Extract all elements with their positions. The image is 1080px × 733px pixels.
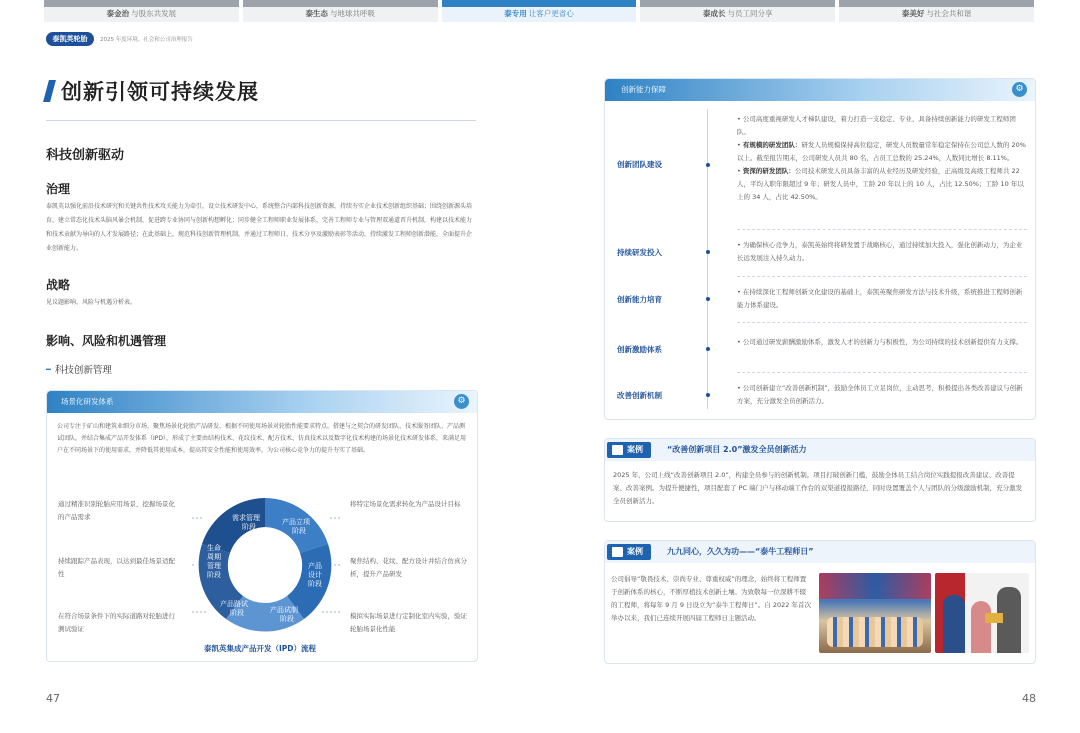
ipd-caption: 泰凯英集成产品开发（IPD）流程	[204, 644, 317, 653]
support-row-text: • 公司通过研发薪酬激励体系，激发人才的创新力与积极性，为公司持续的技术创新提供有力支撑。	[737, 338, 1023, 346]
timeline-dot	[706, 297, 710, 301]
support-row	[605, 109, 1035, 227]
bullet-item: • 资深的研发团队：公司技术研发人员具备丰富的从业经历及研发经验，正高级及高级工程师共 22 人，平均入职年限超过 9 年；研发人员中，工龄 20 年以上的 10 人，占比 12.50%；工龄 10 年以上的 34 人，占比 42.50%。	[737, 167, 1024, 201]
case-text: 2025 年，公司上线“改善创新项目 2.0”，构建全员参与的创新机制。项目打破创新门槛，鼓励全体员工结合岗位实践提报改善建议、改善提案、改善案例。为提升便捷性，项目配套了 PC 端门户与移动端工作台的双渠道提报路径，同时设置覆盖个人与团队的分级激励机制，充分激发全员创新活力。	[613, 471, 1023, 505]
support-row-label: 创新激励体系	[617, 345, 662, 354]
bullet-item: • 公司高度重视研发人才梯队建设，着力打造一支稳定、专业、具备持续创新能力的研发工程师团队。	[737, 115, 1016, 136]
case-header	[605, 439, 1035, 461]
scenario-note-left-1: 通过精准识别轮胎应用场景，挖掘场景化的产品需求	[58, 500, 175, 521]
scenario-note-right-3: 模拟实际场景进行定制化室内实验，验证轮胎场景化性能	[350, 612, 467, 633]
support-row	[605, 324, 1035, 370]
cycle-stage-label: 产品路试阶段	[220, 600, 248, 617]
case-box-2	[604, 540, 1036, 664]
innovation-support-box	[604, 78, 1036, 420]
tab-taijinzhi[interactable]: 泰金治 与股东共发展	[44, 0, 239, 22]
chapter-title-wrap	[46, 76, 259, 106]
section-heading: 科技创新驱动	[46, 148, 125, 163]
scenario-text: 公司专注于矿山和建筑业细分市场，聚焦场景化轮胎产品研发，根据不同使用场景对轮胎性能要求特点，搭建与之契合的研发团队、技术服务团队、产品测试团队，并结合集成产品开发体系（IPD），形成了主要由结构技术、花纹技术、配方技术、仿真技术以及数字化技术构建的场景化技术研发体系，来满足用户在不同场景下的使用需求，并降低其使用成本，提高其安全性能和使用效率，为公司核心竞争力的提升夯实了基础。	[57, 423, 467, 454]
support-row-text: • 在持续深化工程师创新文化建设的基础上，泰凯英聚焦研发方法与技术升级，系统推进工程师创新能力体系建设。	[737, 288, 1023, 309]
chapter-title: 创新引领可持续发展	[61, 80, 259, 104]
title-accent-bar	[43, 80, 56, 102]
row-divider	[737, 276, 1027, 277]
title-divider	[46, 120, 476, 121]
tab-taichengzhang[interactable]: 泰成长 与员工同分享	[640, 0, 835, 22]
event-photo-award	[935, 573, 1029, 653]
case-header	[605, 541, 1035, 563]
photo-banner	[819, 573, 931, 599]
row-divider	[737, 322, 1027, 323]
report-title: 2025 年度环境、社会和公司治理报告	[100, 37, 193, 43]
photo-person	[943, 595, 965, 653]
page-number-left: 47	[46, 692, 60, 705]
dash-icon: ━	[46, 364, 51, 374]
row-divider	[737, 372, 1027, 373]
case-title: 九九同心，久久为功——“泰牛工程师日”	[667, 547, 814, 556]
case-tag: 案例	[607, 442, 651, 458]
support-row	[605, 374, 1035, 416]
company-logo: 泰凯英轮胎	[46, 32, 94, 46]
strategy-heading: 战略	[46, 278, 71, 292]
strategy-text: 见议题影响、风险与机遇分析表。	[46, 299, 137, 306]
photo-person	[971, 601, 991, 653]
cycle-center-label: 生命周期管理阶段	[207, 544, 221, 579]
gear-icon: ⚙	[1012, 82, 1027, 97]
innovation-support-header: 创新能力保障 ⚙	[605, 79, 1035, 101]
row-divider	[737, 229, 1027, 230]
cycle-hub	[229, 529, 301, 601]
case-text: 公司倡导“敬畏技术、崇尚专业、尊重权威”的理念，始终将工程师置于创新体系的核心，不断厚植技术创新土壤。为致敬每一位深耕不辍的工程师，将每年 9 月 9 日设立为“泰牛工程师日”。自 2022 年首次举办以来，我们已连续开展四届工程师日主题活动。	[611, 575, 811, 622]
tab-taizhuanyong[interactable]: 泰专用 让客户更省心	[442, 0, 637, 22]
scenario-box-header: 场景化研发体系 ⚙	[47, 391, 477, 413]
cycle-stage-label: 产品试制阶段	[270, 606, 298, 623]
gear-icon: ⚙	[454, 394, 469, 409]
cycle-stage-label: 产品设计阶段	[308, 562, 322, 588]
tab-taishengtai[interactable]: 泰生态 与地球共呼吸	[243, 0, 438, 22]
governance-text: 泰凯英以强化前沿技术研究和关键共性技术攻关能力为牵引，设立技术研发中心，系统整合内部科技创新资源，持续夯实企业技术创新组织基础；围绕创新源头培育，建立常态化技术头脑风暴会机制，促进跨专业协同与创新构想孵化；同步健全工程师职业发展体系，完善工程师专业与管理双通道晋升机制，构建以技术能力和技术贡献为导向的人才发展路径；在此基础上，规范科技创新管理机制，并通过工程师日、技术分享及激励表彰等活动，持续激发工程师创新潜能，全面提升企业创新能力。	[46, 203, 473, 252]
support-row-text	[737, 113, 1027, 204]
cycle-stage-label: 产品立项阶段	[282, 518, 310, 535]
timeline-dot	[706, 250, 710, 254]
support-row-text: • 公司创新建立“改善创新机制”，鼓励全体员工立足岗位，主动思考，积极提出各类改善建议与创新方案，充分激发全员创新活力。	[737, 384, 1023, 405]
photo-award	[985, 613, 1003, 623]
event-photo-group	[819, 573, 931, 653]
support-row	[605, 278, 1035, 324]
support-row-text: • 为确保核心竞争力，泰凯英始终将研发置于战略核心，通过持续加大投入，强化创新动力，为企业长远发展注入持久动力。	[737, 241, 1023, 262]
ipd-cycle-diagram	[190, 490, 340, 640]
page-number-right: 48	[1022, 692, 1036, 705]
photo-crowd	[827, 617, 923, 647]
support-row-label: 改善创新机制	[617, 391, 662, 400]
cycle-stage-label: 需求管理阶段	[232, 514, 260, 531]
right-page	[540, 0, 1080, 733]
timeline-dot	[706, 347, 710, 351]
support-row-label: 持续研发投入	[617, 248, 662, 257]
support-row-label: 创新能力培育	[617, 295, 662, 304]
case-box-1	[604, 438, 1036, 522]
support-row-label: 创新团队建设	[617, 160, 662, 169]
scenario-note-right-1: 将特定场景化需求转化为产品设计目标	[350, 500, 461, 508]
impact-heading: 影响、风险和机遇管理	[46, 334, 167, 348]
scenario-note-left-2: 持续跟踪产品表现，以达到最佳场景适配性	[58, 557, 175, 578]
case-tag: 案例	[607, 544, 651, 560]
subsection-heading: ━ 科技创新管理	[46, 364, 112, 376]
bullet-item: • 有规模的研发团队：研发人员规模保持高位稳定，研发人员数量常年稳定保持在公司总人数的 20% 以上。截至报告期末，公司研发人员共 80 名，占员工总数的 25.24%，人数同比增长 8.11%。	[737, 141, 1026, 162]
governance-heading: 治理	[46, 182, 71, 196]
scenario-note-left-3: 在符合场景条件下的实际道路对轮胎进行测试验证	[58, 612, 175, 633]
support-row	[605, 231, 1035, 277]
case-title: “改善创新项目 2.0”激发全员创新活力	[667, 445, 807, 454]
brand-bar	[46, 32, 193, 46]
scenario-note-right-2: 聚焦结构、花纹、配方设计并结合仿真分析，提升产品研发	[350, 557, 467, 578]
timeline-dot	[706, 393, 710, 397]
timeline-dot	[706, 163, 710, 167]
tab-taimeihao[interactable]: 泰美好 与社会共和谐	[839, 0, 1034, 22]
